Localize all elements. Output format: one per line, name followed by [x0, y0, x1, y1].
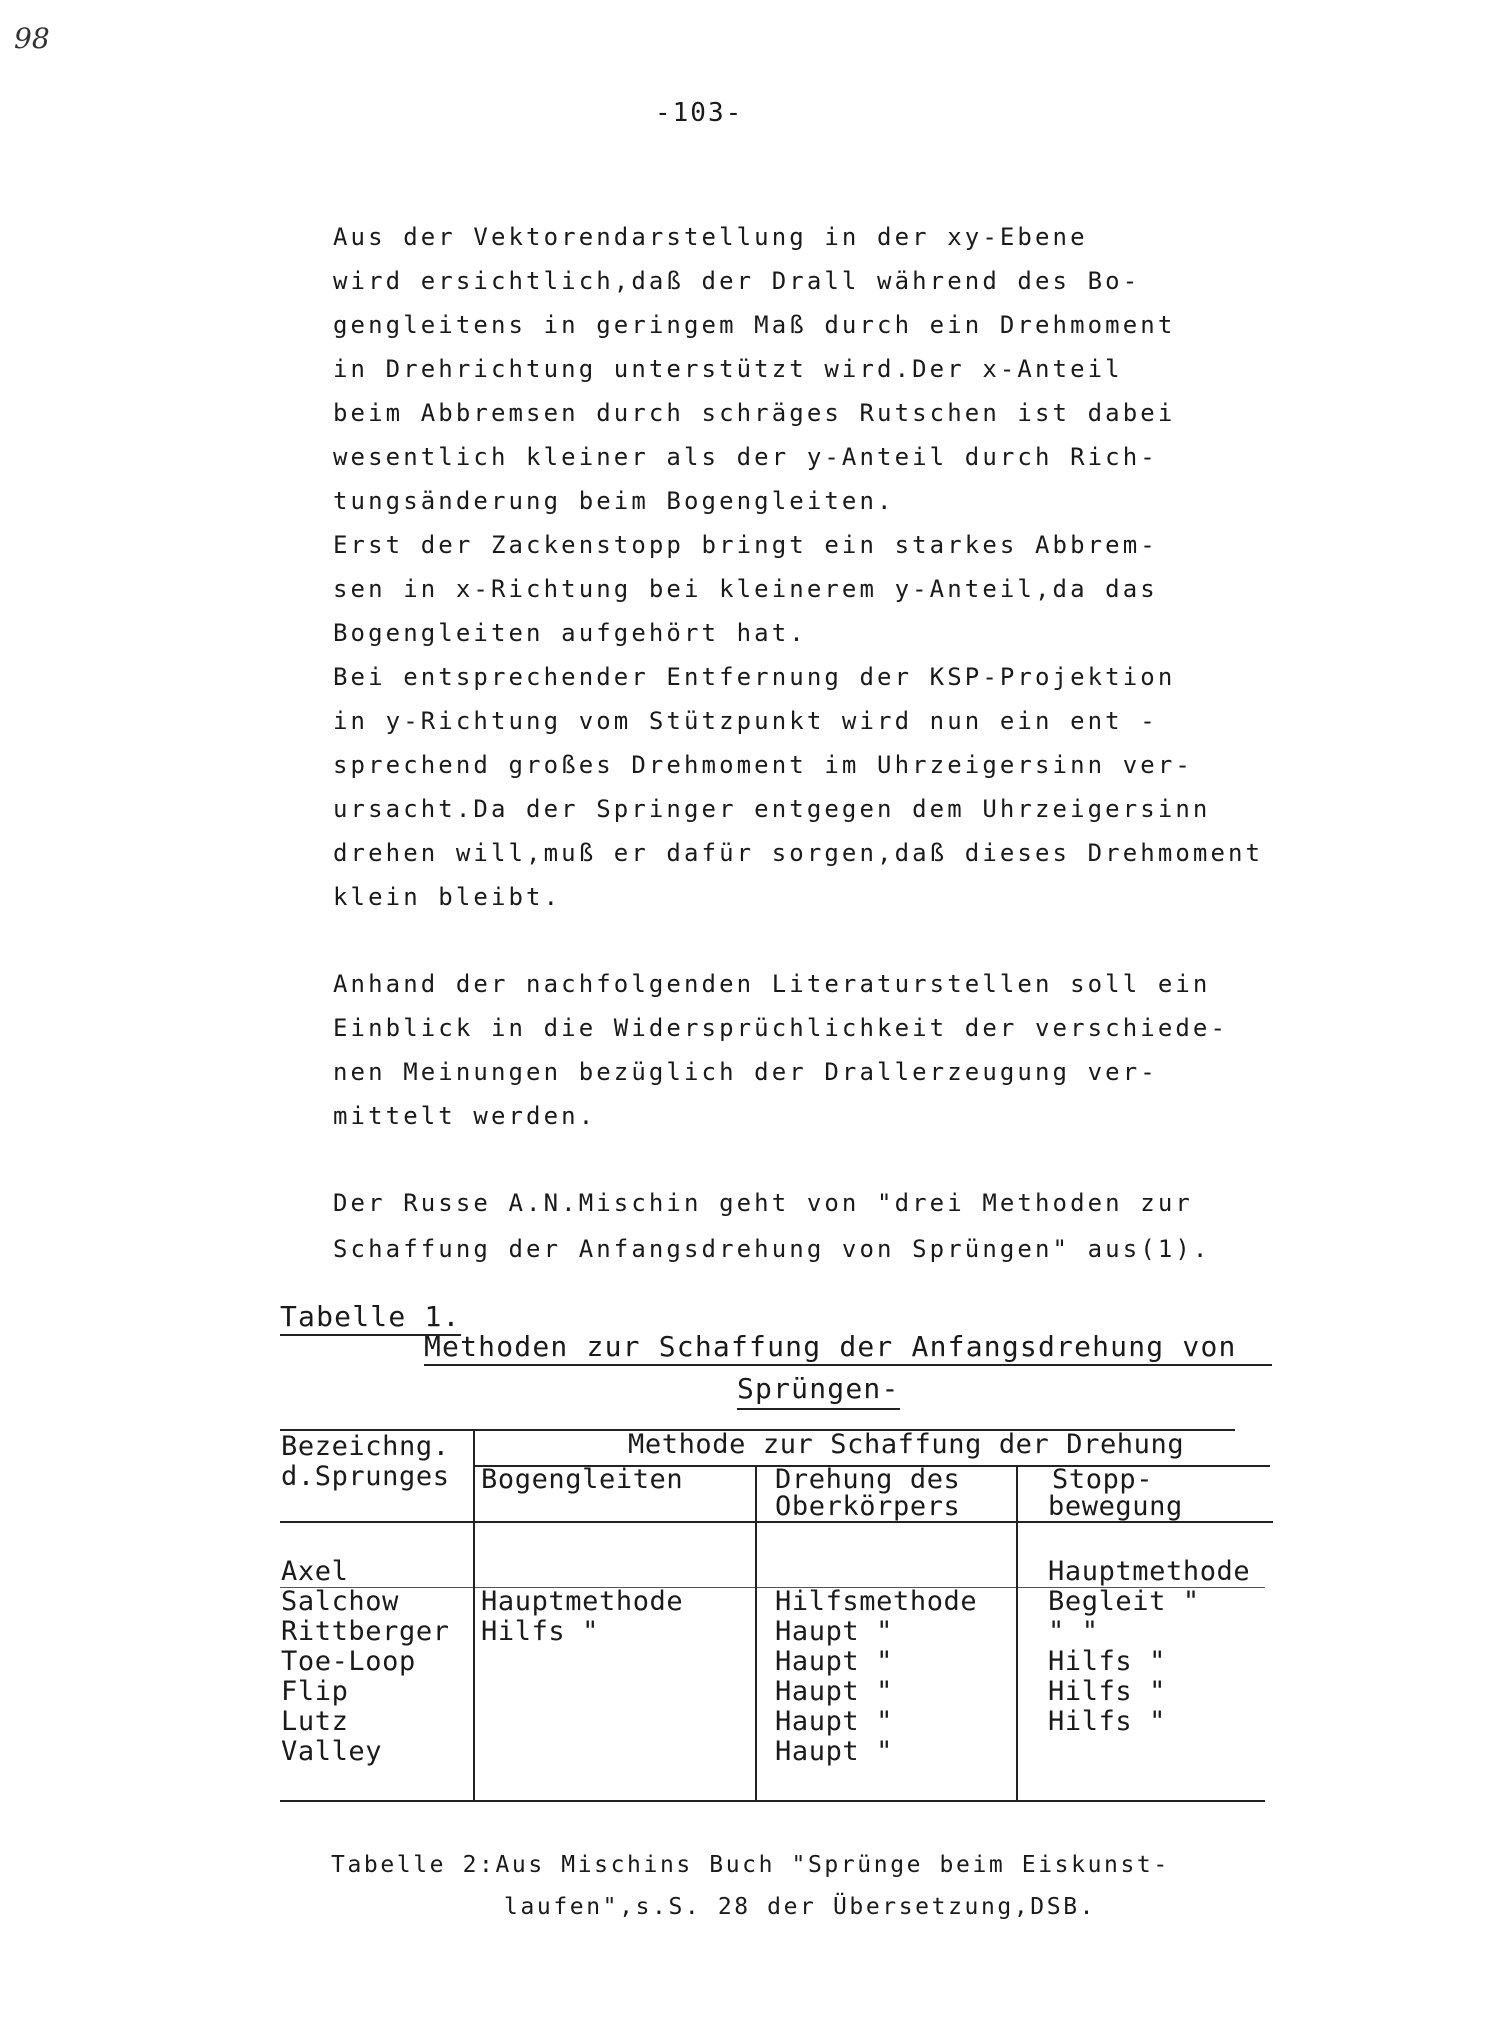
table-title: Methoden zur Schaffung der Anfangsdrehung von: [424, 1330, 1272, 1366]
text-line: beim Abbremsen durch schräges Rutschen ist dabei: [333, 399, 1176, 427]
cell-jump: Valley: [281, 1736, 383, 1767]
table-row: [0, 1647, 1300, 1677]
page-number: -103-: [655, 98, 744, 128]
cell-jump: Rittberger: [281, 1616, 450, 1647]
text-line: mittelt werden.: [333, 1102, 597, 1130]
cell-drehung: Haupt ": [775, 1676, 893, 1707]
text-line: wird ersichtlich,daß der Drall während des Bo-: [333, 267, 1141, 295]
text-line: klein bleibt.: [333, 883, 562, 911]
col-header-drehung-2: Oberkörpers: [775, 1491, 961, 1522]
col-header-bogen: Bogengleiten: [481, 1464, 684, 1495]
cell-stopp: Hilfs ": [1048, 1646, 1166, 1677]
text-line: in Drehrichtung unterstützt wird.Der x-Anteil: [333, 355, 1123, 383]
table-row: [0, 1677, 1300, 1707]
table-row: [0, 1707, 1300, 1737]
col-header-jump-2: d.Sprunges: [281, 1461, 450, 1492]
cell-drehung: Haupt ": [775, 1646, 893, 1677]
text-line: tungsänderung beim Bogengleiten.: [333, 487, 895, 515]
text-line: Einblick in die Widersprüchlichkeit der verschiede-: [333, 1014, 1229, 1042]
text-line: sen in x-Richtung bei kleinerem y-Anteil,da das: [333, 575, 1158, 603]
text-line: Schaffung der Anfangsdrehung von Sprüngen" aus(1).: [333, 1235, 1211, 1263]
text-line: Bei entsprechender Entfernung der KSP-Projektion: [333, 663, 1176, 691]
text-line: sprechend großes Drehmoment im Uhrzeigersinn ver-: [333, 751, 1193, 779]
table-row: [0, 1617, 1300, 1647]
cell-stopp: Begleit ": [1048, 1586, 1200, 1617]
cell-stopp: " ": [1048, 1616, 1099, 1647]
text-line: nen Meinungen bezüglich der Drallerzeugung ver-: [333, 1058, 1158, 1086]
cell-drehung: Hilfsmethode: [775, 1586, 978, 1617]
paragraph-literature: [333, 962, 1228, 1138]
cell-stopp: Hilfs ": [1048, 1676, 1166, 1707]
text-line: Erst der Zackenstopp bringt ein starkes Abbrem-: [333, 531, 1158, 559]
col-header-stopp: Stopp-: [1052, 1464, 1154, 1495]
text-line: in y-Richtung vom Stützpunkt wird nun ein ent -: [333, 707, 1158, 735]
cell-stopp: Hilfs ": [1048, 1706, 1166, 1737]
table-rule-bottom: [280, 1800, 1265, 1802]
text-line: Der Russe A.N.Mischin geht von "drei Methoden zur: [333, 1189, 1193, 1217]
cell-jump: Lutz: [281, 1706, 349, 1737]
table-row: [0, 1557, 1300, 1587]
paragraph-vector: [333, 215, 1263, 919]
cell-jump: Salchow: [281, 1586, 399, 1617]
col-header-drehung: Drehung des: [775, 1464, 961, 1495]
cell-drehung: Haupt ": [775, 1616, 893, 1647]
col-header-jump: Bezeichng.: [281, 1431, 450, 1462]
text-line: Bogengleiten aufgehört hat.: [333, 619, 807, 647]
col-header-group: Methode zur Schaffung der Drehung: [628, 1429, 1185, 1460]
paragraph-mischin: [333, 1180, 1210, 1272]
col-header-stopp-2: bewegung: [1048, 1491, 1183, 1522]
cell-jump: Toe-Loop: [281, 1646, 416, 1677]
text-line: Aus der Vektorendarstellung in der xy-Ebene: [333, 223, 1088, 251]
table-caption-cont: laufen",s.S. 28 der Übersetzung,DSB.: [504, 1894, 1097, 1920]
text-line: wesentlich kleiner als der y-Anteil durch Rich-: [333, 443, 1158, 471]
cell-bogen: Hauptmethode: [481, 1586, 684, 1617]
table-row: [0, 1737, 1300, 1767]
cell-jump: Flip: [281, 1676, 349, 1707]
text-line: gengleitens in geringem Maß durch ein Drehmoment: [333, 311, 1176, 339]
cell-drehung: Haupt ": [775, 1736, 893, 1767]
margin-note: 98: [14, 22, 50, 55]
cell-stopp: Hauptmethode: [1048, 1556, 1251, 1587]
cell-jump: Axel: [281, 1556, 349, 1587]
table-title-cont: Sprüngen-: [737, 1372, 900, 1410]
text-line: ursacht.Da der Springer entgegen dem Uhrzeigersinn: [333, 795, 1211, 823]
table-caption: Tabelle 2:Aus Mischins Buch "Sprünge beim Eiskunst-: [331, 1852, 1170, 1878]
table-row: [0, 1587, 1300, 1617]
cell-drehung: Haupt ": [775, 1706, 893, 1737]
cell-bogen: Hilfs ": [481, 1616, 599, 1647]
text-line: Anhand der nachfolgenden Literaturstellen soll ein: [333, 970, 1211, 998]
table-label: Tabelle 1.: [280, 1300, 461, 1336]
text-line: drehen will,muß er dafür sorgen,daß dieses Drehmoment: [333, 839, 1264, 867]
